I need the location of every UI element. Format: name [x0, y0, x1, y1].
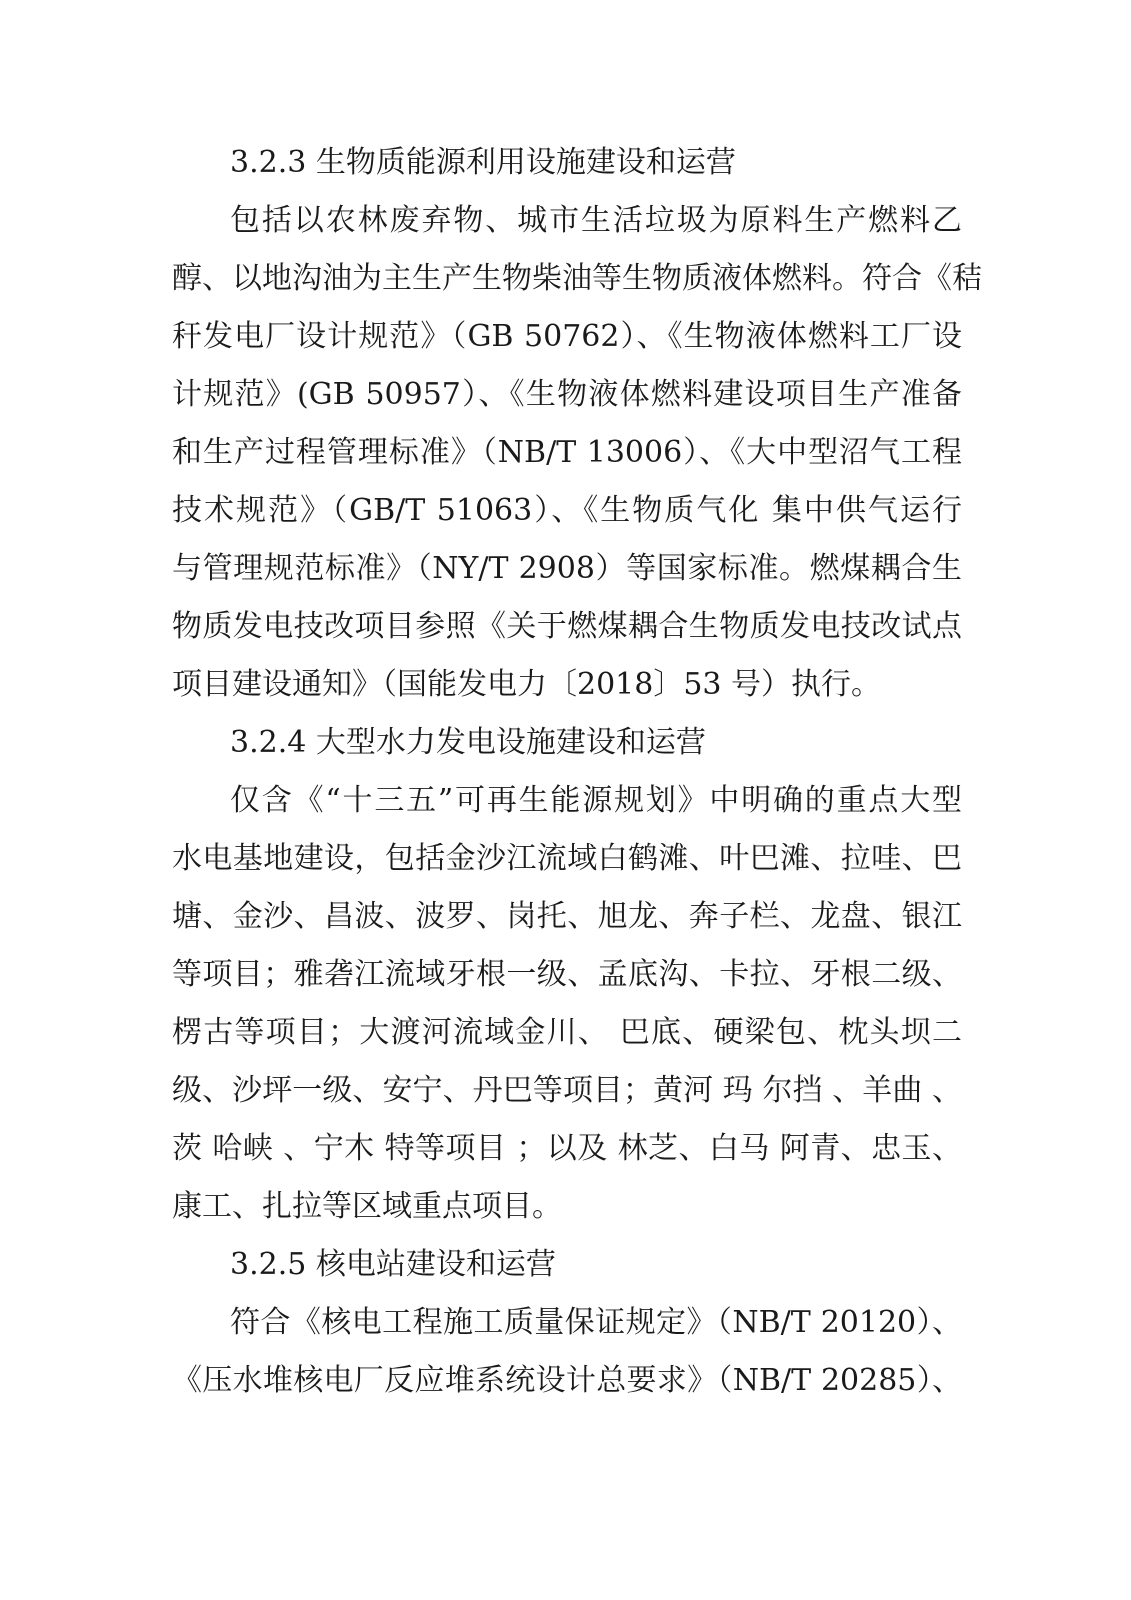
paragraph-line: 楞古等项目；大渡河流域金川、 巴底、硬梁包、枕头坝二	[172, 1015, 962, 1050]
paragraph-line: 包括以农林废弃物、城市生活垃圾为原料生产燃料乙	[230, 203, 962, 238]
paragraph-line: 塘、金沙、昌波、波罗、岗托、旭龙、奔子栏、龙盘、银江	[172, 899, 962, 934]
paragraph-line: 和生产过程管理标准》（NB/T 13006）、《大中型沼气工程	[172, 435, 962, 470]
section-heading-3-2-4: 3.2.4 大型水力发电设施建设和运营	[230, 725, 706, 760]
paragraph-line: 水电基地建设，包括金沙江流域白鹤滩、叶巴滩、拉哇、巴	[172, 841, 962, 876]
paragraph-line: 物质发电技改项目参照《关于燃煤耦合生物质发电技改试点	[172, 609, 962, 644]
paragraph-line: 级、沙坪一级、安宁、丹巴等项目；黄河 玛 尔挡 、羊曲 、	[172, 1073, 962, 1108]
paragraph-line: 康工、扎拉等区域重点项目。	[172, 1189, 562, 1224]
paragraph-line: 醇、以地沟油为主生产生物柴油等生物质液体燃料。符合《秸	[172, 261, 982, 296]
paragraph-line: 茨 哈峡 、宁木 特等项目 ；以及 林芝、白马 阿青、忠玉、	[172, 1131, 962, 1166]
paragraph-line: 项目建设通知》（国能发电力〔2018〕53 号）执行。	[172, 667, 882, 702]
section-heading-3-2-3: 3.2.3 生物质能源利用设施建设和运营	[230, 145, 736, 180]
paragraph-line: 仅含《“十三五”可再生能源规划》中明确的重点大型	[230, 783, 962, 818]
paragraph-line: 《压水堆核电厂反应堆系统设计总要求》（NB/T 20285）、	[172, 1363, 962, 1398]
section-heading-3-2-5: 3.2.5 核电站建设和运营	[230, 1247, 556, 1282]
paragraph-line: 秆发电厂设计规范》（GB 50762）、《生物液体燃料工厂设	[172, 319, 962, 354]
paragraph-line: 计规范》(GB 50957）、《生物液体燃料建设项目生产准备	[172, 377, 962, 412]
paragraph-line: 与管理规范标准》（NY/T 2908）等国家标准。燃煤耦合生	[172, 551, 962, 586]
paragraph-line: 符合《核电工程施工质量保证规定》（NB/T 20120）、	[230, 1305, 962, 1340]
paragraph-line: 技术规范》（GB/T 51063）、《生物质气化 集中供气运行	[172, 493, 962, 528]
paragraph-line: 等项目；雅砻江流域牙根一级、孟底沟、卡拉、牙根二级、	[172, 957, 962, 992]
